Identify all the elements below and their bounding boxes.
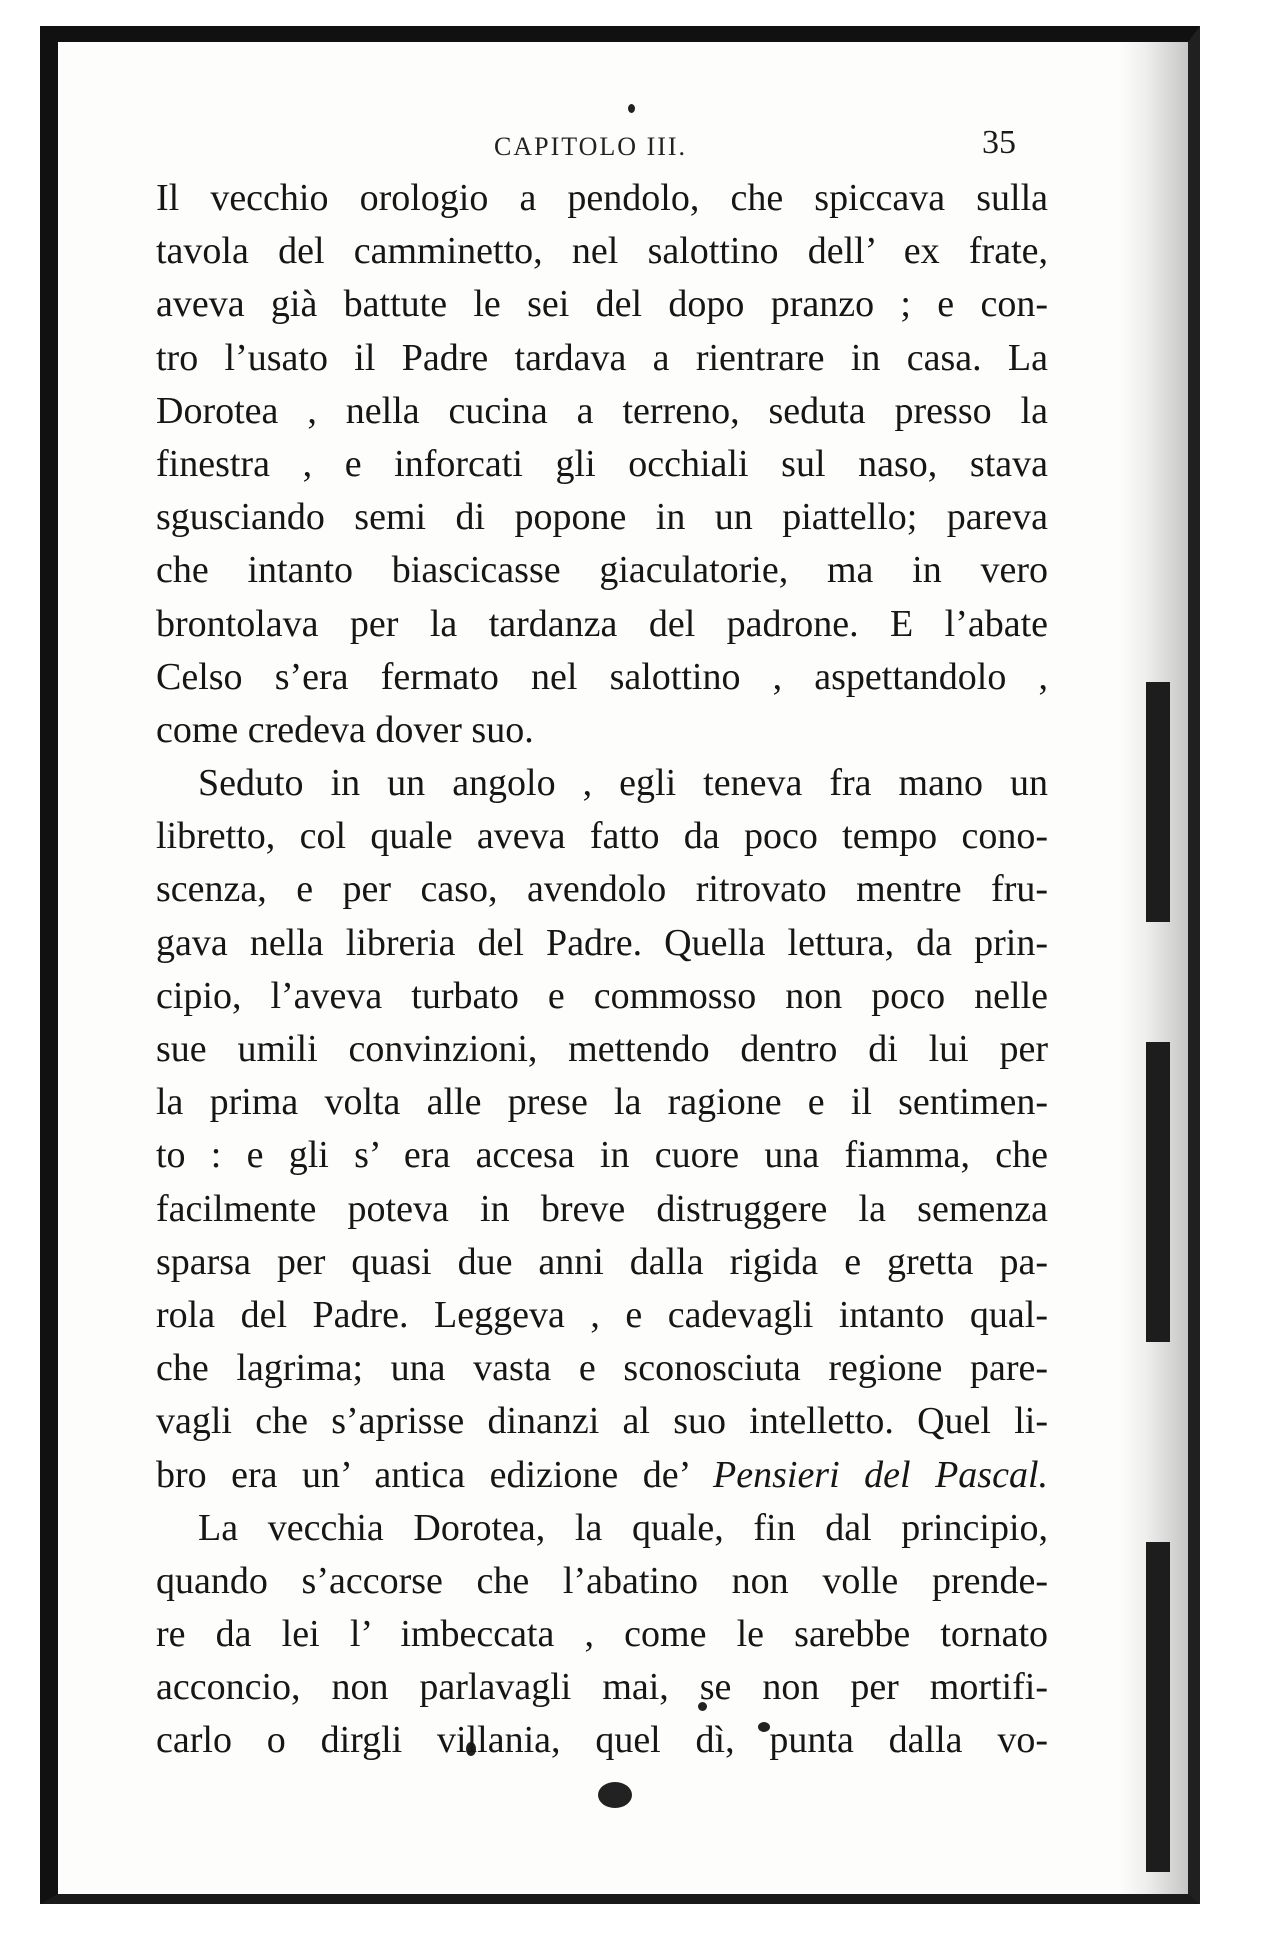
- text-line: che intanto biascicasse giaculatorie, ma in vero: [156, 549, 1048, 592]
- text-line: libretto, col quale aveva fatto da poco tempo cono-: [156, 815, 1048, 858]
- body-text: [156, 172, 1048, 1768]
- text-line: rola del Padre. Leggeva , e cadevagli intanto qual-: [156, 1293, 1048, 1336]
- text-line: Il vecchio orologio a pendolo, che spiccava sulla: [156, 177, 1048, 219]
- ink-speck: [628, 104, 635, 113]
- text-line: Dorotea , nella cucina a terreno, seduta presso la: [156, 389, 1048, 432]
- book-title: Pensieri del Pascal.: [713, 1453, 1048, 1496]
- page-number: 35: [982, 124, 1016, 161]
- text-line: carlo o dirgli villania, quel dì, punta dalla vo-: [156, 1719, 1048, 1762]
- text-line: scenza, e per caso, avendolo ritrovato mentre fru-: [156, 868, 1048, 911]
- running-head: CAPITOLO III.: [494, 132, 688, 161]
- gutter-dark-band: [1146, 682, 1170, 922]
- text-line: finestra , e inforcati gli occhiali sul naso, stava: [156, 442, 1048, 485]
- text-line: che lagrima; una vasta e sconosciuta regione pare-: [156, 1347, 1048, 1390]
- text-line: Celso s’era fermato nel salottino , aspettandolo ,: [156, 655, 1048, 698]
- text-line: quando s’accorse che l’abatino non volle prende-: [156, 1559, 1048, 1602]
- text-line: Seduto in un angolo , egli teneva fra mano un: [198, 762, 1048, 805]
- text-line: re da lei l’ imbeccata , come le sarebbe tornato: [156, 1613, 1048, 1656]
- text-line: acconcio, non parlavagli mai, se non per mortifi-: [156, 1666, 1048, 1709]
- text-line: cipio, l’aveva turbato e commosso non poco nelle: [156, 974, 1048, 1017]
- text-line: gava nella libreria del Padre. Quella lettura, da prin-: [156, 921, 1048, 964]
- text-line: tavola del camminetto, nel salottino dell’ ex frate,: [156, 230, 1048, 273]
- text-line: brontolava per la tardanza del padrone. E l’abate: [156, 602, 1048, 645]
- text-line: bro era un’ antica edizione de’: [156, 1453, 689, 1496]
- page-header: [160, 124, 1020, 168]
- text-line: sparsa per quasi due anni dalla rigida e gretta pa-: [156, 1240, 1048, 1283]
- text-line: to : e gli s’ era accesa in cuore una fiamma, che: [156, 1134, 1048, 1177]
- text-line: La vecchia Dorotea, la quale, fin dal principio,: [198, 1506, 1048, 1549]
- text-line-with-title: [156, 1449, 1048, 1502]
- text-line: facilmente poteva in breve distruggere la semenza: [156, 1187, 1048, 1230]
- text-line: come credeva dover suo.: [156, 708, 534, 751]
- text-line: vagli che s’aprisse dinanzi al suo intelletto. Quel li-: [156, 1400, 1048, 1443]
- text-line: tro l’usato il Padre tardava a rientrare in casa. La: [156, 336, 1048, 379]
- gutter-dark-band: [1146, 1542, 1170, 1872]
- gutter-dark-band: [1146, 1042, 1170, 1342]
- text-line: aveva già battute le sei del dopo pranzo ; e con-: [156, 283, 1048, 326]
- text-line: sue umili convinzioni, mettendo dentro di lui per: [156, 1028, 1048, 1070]
- text-line: la prima volta alle prese la ragione e il sentimen-: [156, 1081, 1048, 1124]
- text-line: sgusciando semi di popone in un piattello; pareva: [156, 496, 1048, 539]
- ink-blot: [598, 1782, 632, 1808]
